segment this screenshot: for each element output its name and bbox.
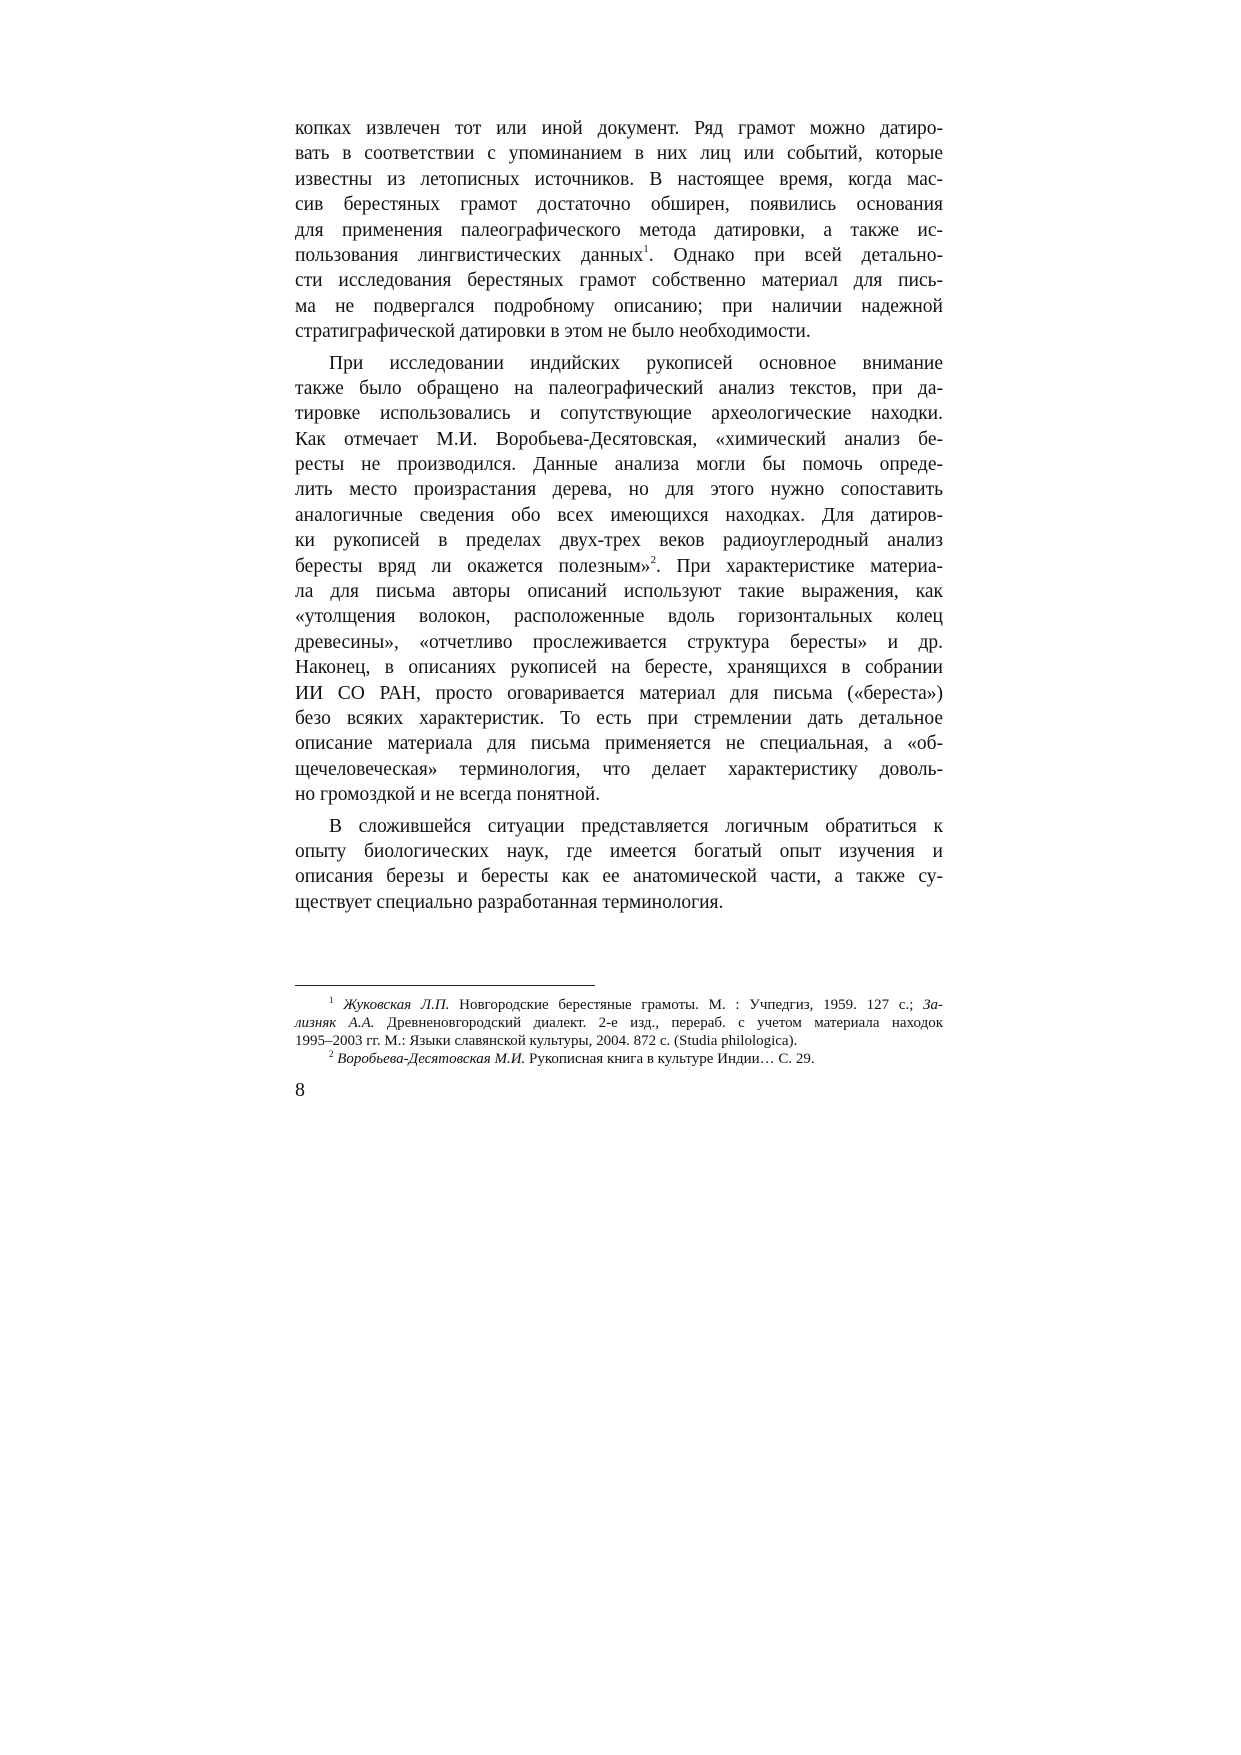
text-line: описания березы и бересты как ее анатомической части, а также су-	[295, 866, 943, 888]
footnote-2-line-1: $^2$ Воробьева-Десятовская М.И. Рукописная книга в культуре Индии… С. 29.	[329, 1049, 815, 1067]
footnote-2-author: Воробьева-Десятовская М.И.	[337, 1051, 526, 1067]
text-line: также было обращено на палеографический анализ текстов, при да-	[295, 377, 943, 399]
footnote-1-author: Жуковская Л.П.	[343, 997, 450, 1013]
text-line: известны из летописных источников. В настоящее время, когда мас-	[295, 168, 943, 190]
text-line: ИИ СО РАН, просто оговаривается материал для письма («береста»)	[295, 682, 943, 704]
footnotes	[295, 996, 943, 1068]
text-line: стратиграфической датировки в этом не было необходимости.	[295, 321, 811, 343]
text-line: пользования лингвистических данных$^1$. Однако при всей детально-	[295, 242, 943, 266]
page-number: 8	[295, 1079, 305, 1101]
text-line: сти исследования берестяных грамот собственно материал для пись-	[295, 270, 943, 292]
paragraph-2	[295, 351, 943, 808]
text-line: В сложившейся ситуации представляется логичным обратиться к	[329, 815, 943, 837]
text-line: ла для письма авторы описаний используют такие выражения, как	[295, 581, 943, 603]
footnote-1-author-2: лизняк А.А.	[295, 1015, 375, 1031]
text-line: описание материала для письма применяется не специальная, а «об-	[295, 733, 943, 755]
text-line: копках извлечен тот или иной документ. Ряд грамот можно датиро-	[295, 118, 943, 139]
text-line: аналогичные сведения обо всех имеющихся находках. Для датиров-	[295, 504, 943, 526]
text-line: ма не подвергался подробному описанию; при наличии надежной	[295, 295, 943, 317]
text-line: лить место произрастания дерева, но для этого нужно сопоставить	[295, 479, 943, 501]
footnote-1-line-2: лизняк А.А. Древненовгородский диалект. 2-е изд., перераб. с учетом материала находок	[295, 1015, 944, 1031]
text-line: для применения палеографического метода датировки, а также ис-	[295, 219, 943, 241]
text-line: тировке использовались и сопутствующие археологические находки.	[295, 403, 943, 425]
text-line: Как отмечает М.И. Воробьева-Десятовская, «химический анализ бе-	[295, 428, 943, 450]
footnote-separator	[295, 985, 595, 986]
text-line: При исследовании индийских рукописей основное внимание	[329, 352, 943, 374]
footnote-1-line-3: 1995–2003 гг. М.: Языки славянской культуры, 2004. 872 с. (Studia philologica).	[295, 1033, 798, 1049]
text-line: щечеловеческая» терминология, что делает характеристику доволь-	[295, 758, 943, 780]
text-line: Наконец, в описаниях рукописей на бересте, хранящихся в собрании	[295, 657, 943, 679]
text-line: ресты не производился. Данные анализа могли бы помочь опреде-	[295, 454, 943, 476]
text-line: безо всяких характеристик. То есть при стремлении дать детальное	[295, 707, 943, 729]
text-line: сив берестяных грамот достаточно обширен, появились основания	[295, 194, 943, 216]
text-line: «утолщения волокон, расположенные вдоль горизонтальных колец	[295, 606, 943, 628]
paragraph-1	[295, 116, 943, 345]
text-line: ки рукописей в пределах двух-трех веков радиоуглеродный анализ	[295, 530, 943, 552]
main-text	[295, 116, 943, 915]
text-line: опыту биологических наук, где имеется богатый опыт изучения и	[295, 840, 943, 862]
text-line: вать в соответствии с упоминанием в них лиц или событий, которые	[295, 143, 943, 165]
footnote-1-line-1: $^1$ Жуковская Л.П. Новгородские берестяные грамоты. М. : Учпедгиз, 1959. 127 с.; За-	[329, 995, 944, 1013]
footnote-ref: 2	[650, 553, 656, 566]
footnote-1-marker: 1	[329, 995, 334, 1005]
footnote-2-marker: 2	[329, 1049, 334, 1059]
text-line: древесины», «отчетливо прослеживается структура бересты» и др.	[295, 631, 943, 653]
text-line: но громоздкой и не всегда понятной.	[295, 784, 601, 806]
paragraph-3	[295, 814, 943, 916]
text-line: ществует специально разработанная терминология.	[295, 891, 724, 913]
text-line: бересты вряд ли окажется полезным»$^2$. При характеристике материа-	[295, 553, 943, 577]
footnote-ref: 1	[643, 242, 649, 255]
